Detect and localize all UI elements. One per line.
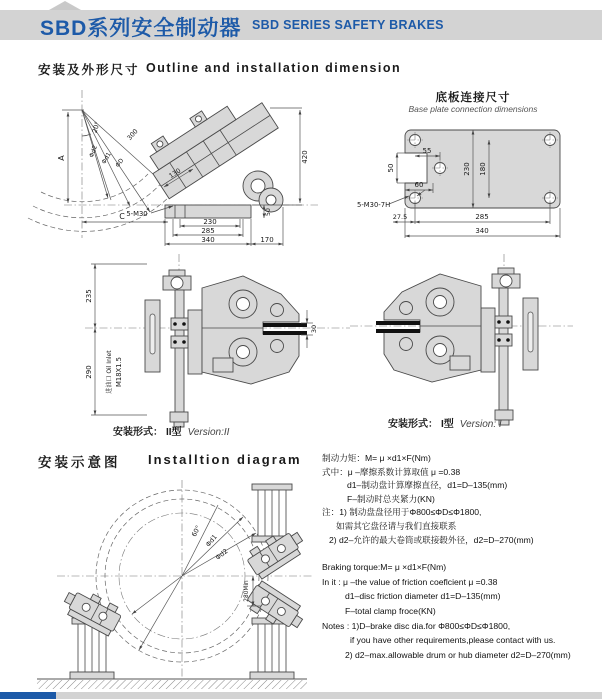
base-plate-title-en: Base plate connection dimensions	[408, 104, 538, 114]
dim-label: 60	[414, 181, 424, 189]
version2-caption-type: II型	[166, 427, 182, 438]
note-line: Braking torque:M= μ ×d1×F(Nm)	[322, 562, 447, 573]
version1-caption-en: Version: I	[459, 419, 502, 430]
dim-label: 340	[201, 236, 215, 244]
dim-label: 5-M30-7H	[357, 201, 391, 209]
note-line: if you have other requirements,please contact with us.	[350, 635, 556, 646]
page-title-zh: SBD系列安全制动器	[40, 17, 242, 40]
version1-caption-type: I型	[441, 419, 454, 430]
notes-zh	[322, 452, 600, 547]
dim-label: 285	[475, 213, 489, 221]
note-line: 如需其它盘径请与我们直接联系	[336, 520, 457, 531]
brake-front-body-mirrored	[376, 268, 538, 425]
note-line: In it : μ –the value of friction coeflcient μ =0.38	[322, 576, 498, 587]
dim-label: 50	[387, 163, 395, 173]
note-line: 制动力矩：M= μ ×d1×F(Nm)	[322, 453, 431, 463]
dim-label: ΦD	[114, 157, 126, 169]
dim-label: Φd1	[100, 151, 113, 166]
version2-caption	[113, 423, 229, 438]
note-line: Notes : 1)D–brake disc dia.for Φ800≤ΦD≤Φ1800,	[322, 620, 511, 631]
support-column	[258, 624, 286, 672]
outline-heading-en: Outline and installation dimension	[146, 61, 402, 75]
install-diagram-drawing	[15, 472, 315, 694]
dim-label: 230	[203, 218, 217, 226]
note-line: d1–制动盘计算摩擦直径，d1=D–135(mm)	[347, 480, 508, 491]
dim-label: 290	[85, 365, 93, 379]
dim-label: 230	[463, 162, 471, 176]
dim-label: 60°	[190, 524, 203, 539]
footer-accent	[0, 692, 56, 699]
install-heading-en: Installtion diagram	[148, 452, 302, 467]
dim-label: 180	[479, 162, 487, 176]
note-line: 2) d2–max.allowable drum or hub diameter d2=D–270(mm)	[345, 649, 571, 660]
note-line: d1–disc friction diameter d1=D–135(mm)	[345, 591, 501, 602]
note-line: 式中：μ –摩擦系数计算取值 μ =0.38	[322, 466, 461, 477]
ground-hatch	[37, 680, 307, 689]
dim-label: 30	[310, 324, 318, 334]
oil-thread-label: M18X1.5	[115, 357, 123, 387]
dim-label: 5-M30	[126, 210, 148, 218]
dim-label: 170	[260, 236, 274, 244]
dim-label: 130	[167, 166, 183, 181]
outline-heading-zh: 安装及外形尺寸	[38, 63, 140, 77]
brake-front-body	[145, 270, 307, 427]
version2-caption-zh: 安装形式：	[113, 427, 163, 438]
footer-bar	[0, 692, 602, 699]
version1-caption	[388, 415, 502, 430]
dim-label: 300	[125, 127, 140, 142]
dim-label: 55	[422, 147, 432, 155]
dim-label: 285	[201, 227, 215, 235]
install-heading-zh: 安装示意图	[38, 455, 121, 470]
note-line: F–制动时总夹紧力(KN)	[347, 493, 435, 504]
page-title-en: SBD SERIES SAFETY BRAKES	[252, 18, 444, 32]
dim-label: A	[57, 155, 66, 161]
note-line: 2) d2–允许的最大卷筒或联接毂外径，d2=D–270(mm)	[329, 534, 534, 545]
version1-caption-zh: 安装形式：	[388, 419, 438, 430]
page-tab	[49, 1, 81, 10]
dim-label: 280Min	[244, 580, 250, 602]
header-bar	[0, 10, 602, 40]
version2-caption-en: Version:II	[187, 427, 230, 438]
version2-drawing	[55, 250, 355, 428]
dim-label: 420	[301, 150, 309, 164]
side-view-drawing	[18, 86, 390, 252]
note-line: F–total clamp froce(KN)	[345, 605, 436, 616]
oil-inlet-label: 进油口 Oil Inlet	[106, 350, 113, 394]
dim-label: 235	[85, 289, 93, 303]
note-line: 注：1) 制动盘盘径用于Φ800≤ΦD≤Φ1800,	[322, 507, 482, 518]
dim-label: Φd1	[204, 533, 219, 549]
dim-label: 340	[475, 227, 489, 235]
dim-label: Φd2	[214, 547, 230, 562]
notes-block	[322, 452, 600, 662]
dim-label: 27.5	[392, 213, 408, 221]
dim-label: 50	[265, 208, 272, 216]
version1-drawing	[345, 250, 590, 428]
notes-en	[322, 560, 600, 662]
brake-body	[139, 81, 283, 218]
support-column	[258, 490, 286, 538]
dim-label: 20°	[90, 120, 102, 135]
base-plate-drawing	[355, 86, 590, 254]
base-plate-title-zh: 底板连接尺寸	[435, 92, 511, 104]
dim-label: Φd2	[88, 144, 99, 159]
dim-label: C	[119, 212, 125, 221]
